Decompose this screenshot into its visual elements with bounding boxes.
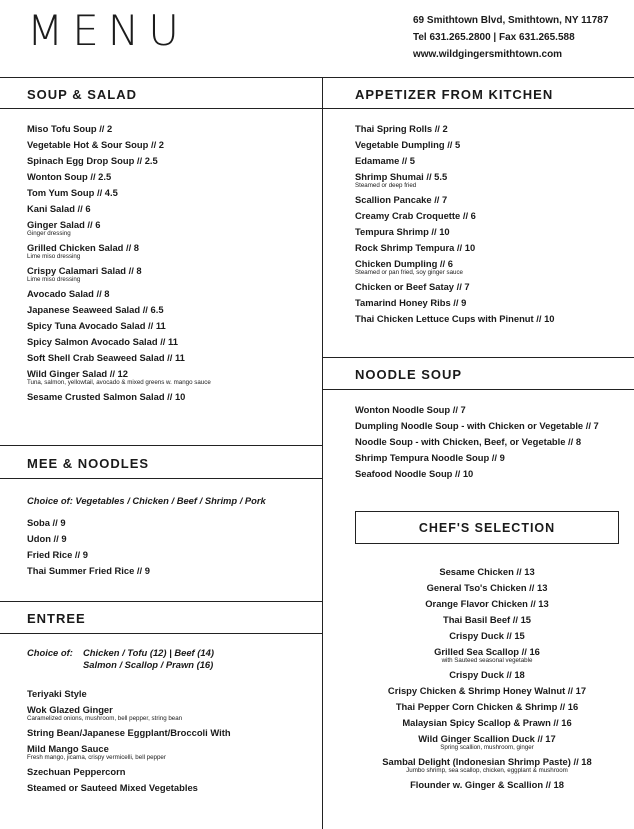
menu-item: String Bean/Japanese Eggplant/Broccoli With — [27, 727, 231, 738]
mee-noodles-choice: Choice of: Vegetables / Chicken / Beef / Shrimp / Pork — [27, 495, 266, 506]
menu-item: General Tso's Chicken // 13 — [426, 582, 548, 593]
menu-item: Spicy Salmon Avocado Salad // 11 — [27, 336, 178, 347]
menu-item: Teriyaki Style — [27, 688, 87, 699]
menu-item: Scallion Pancake // 7 — [355, 194, 448, 205]
menu-item: Udon // 9 — [27, 533, 67, 544]
menu-item: Grilled Sea Scallop // 16 — [434, 646, 540, 657]
noodle-soup-heading: NOODLE SOUP — [355, 367, 463, 382]
menu-item: Sesame Crusted Salmon Salad // 10 — [27, 391, 186, 402]
soup-salad-rule — [0, 108, 322, 109]
entree-heading: ENTREE — [27, 611, 86, 626]
menu-item: Thai Summer Fried Rice // 9 — [27, 565, 150, 576]
noodle-soup-top-rule — [322, 357, 634, 358]
menu-item: Avocado Salad // 8 — [27, 288, 110, 299]
phone-fax: Tel 631.265.2800 | Fax 631.265.588 — [413, 32, 575, 43]
menu-item: Wonton Noodle Soup // 7 — [355, 404, 466, 415]
entree-rule — [0, 633, 322, 634]
menu-item: Shrimp Shumai // 5.5 — [355, 171, 448, 182]
menu-item-note: Tuna, salmon, yellowtail, avocado & mixed greens w. mango sauce — [27, 379, 211, 386]
menu-item: Chicken Dumpling // 6 — [355, 258, 453, 269]
menu-item: Flounder w. Ginger & Scallion // 18 — [410, 779, 564, 790]
menu-item: Soft Shell Crab Seaweed Salad // 11 — [27, 352, 185, 363]
menu-item: Rock Shrimp Tempura // 10 — [355, 242, 476, 253]
menu-item: Tom Yum Soup // 4.5 — [27, 187, 118, 198]
entree-choice-line1: Chicken / Tofu (12) | Beef (14) — [83, 647, 214, 658]
menu-item: Fried Rice // 9 — [27, 549, 88, 560]
menu-item: Thai Pepper Corn Chicken & Shrimp // 16 — [395, 701, 579, 712]
menu-item-note: Steamed or pan fried, soy ginger sauce — [355, 269, 464, 276]
menu-item-note: Caramelized onions, mushroom, bell pepper, string bean — [27, 715, 183, 722]
website-link[interactable]: www.wildgingersmithtown.com — [413, 49, 563, 60]
entree-choice — [27, 647, 214, 671]
menu-item: Sambal Delight (Indonesian Shrimp Paste) // 18 — [382, 756, 592, 767]
menu-title: MENU — [27, 6, 188, 55]
menu-item: Seafood Noodle Soup // 10 — [355, 468, 474, 479]
appetizer-list — [355, 121, 630, 327]
menu-item: Creamy Crab Croquette // 6 — [355, 210, 476, 221]
menu-item: Vegetable Dumpling // 5 — [355, 139, 461, 150]
appetizer-heading: APPETIZER FROM KITCHEN — [355, 87, 554, 102]
menu-item: Wild Ginger Scallion Duck // 17 — [418, 733, 556, 744]
menu-item-note: Steamed or deep fried — [355, 182, 417, 189]
menu-item: Crispy Duck // 15 — [449, 630, 525, 641]
menu-item: Kani Salad // 6 — [27, 203, 91, 214]
column-divider — [322, 77, 323, 829]
entree-top-rule — [0, 601, 322, 602]
menu-item: Miso Tofu Soup // 2 — [27, 123, 113, 134]
menu-item-note: Jumbo shrimp, sea scallop, chicken, eggplant & mushroom — [406, 767, 568, 774]
menu-item: Crispy Chicken & Shrimp Honey Walnut // 17 — [387, 685, 587, 696]
menu-item: Crispy Duck // 18 — [449, 669, 525, 680]
menu-item-note: Lime miso dressing — [27, 276, 81, 283]
menu-item: Thai Spring Rolls // 2 — [355, 123, 448, 134]
menu-item: Noodle Soup - with Chicken, Beef, or Vegetable // 8 — [355, 436, 582, 447]
menu-item: Tempura Shrimp // 10 — [355, 226, 450, 237]
menu-item-note: Fresh mango, jicama, crispy vermicelli, bell pepper — [27, 754, 166, 761]
menu-item: Vegetable Hot & Sour Soup // 2 — [27, 139, 164, 150]
menu-item: Wok Glazed Ginger — [27, 704, 113, 715]
menu-item: Szechuan Peppercorn — [27, 766, 126, 777]
menu-item: Tamarind Honey Ribs // 9 — [355, 297, 467, 308]
chefs-selection-heading: CHEF'S SELECTION — [355, 511, 619, 544]
soup-salad-list — [27, 121, 317, 405]
mee-noodles-rule — [0, 478, 322, 479]
mee-noodles-heading: MEE & NOODLES — [27, 456, 150, 471]
appetizer-rule — [322, 108, 634, 109]
menu-item: Grilled Chicken Salad // 8 — [27, 242, 140, 253]
menu-item: Crispy Calamari Salad // 8 — [27, 265, 142, 276]
menu-item: Edamame // 5 — [355, 155, 415, 166]
menu-item: Spicy Tuna Avocado Salad // 11 — [27, 320, 166, 331]
menu-item: Chicken or Beef Satay // 7 — [355, 281, 470, 292]
menu-item: Spinach Egg Drop Soup // 2.5 — [27, 155, 158, 166]
menu-item: Dumpling Noodle Soup - with Chicken or Vegetable // 7 — [355, 420, 599, 431]
entree-choice-label: Choice of: — [27, 647, 73, 658]
address: 69 Smithtown Blvd, Smithtown, NY 11787 — [413, 15, 609, 26]
menu-item: Ginger Salad // 6 — [27, 219, 101, 230]
menu-item: Thai Basil Beef // 15 — [442, 614, 532, 625]
menu-item: Shrimp Tempura Noodle Soup // 9 — [355, 452, 505, 463]
menu-item-note: Spring scallion, mushroom, ginger — [440, 744, 534, 751]
entree-choice-line2: Salmon / Scallop / Prawn (16) — [83, 659, 214, 670]
noodle-soup-list — [355, 402, 630, 482]
menu-item: Wild Ginger Salad // 12 — [27, 368, 128, 379]
menu-item: Mild Mango Sauce — [27, 743, 109, 754]
top-divider — [0, 77, 634, 78]
noodle-soup-rule — [322, 389, 634, 390]
menu-item: Thai Chicken Lettuce Cups with Pinenut // 10 — [355, 313, 555, 324]
menu-item-note: with Sauteed seasonal vegetable — [441, 657, 533, 664]
menu-item-note: Ginger dressing — [27, 230, 71, 237]
soup-salad-heading: SOUP & SALAD — [27, 87, 137, 102]
menu-item: Soba // 9 — [27, 517, 66, 528]
mee-noodles-list — [27, 515, 317, 579]
menu-item: Orange Flavor Chicken // 13 — [425, 598, 549, 609]
menu-item: Wonton Soup // 2.5 — [27, 171, 112, 182]
menu-item: Malaysian Spicy Scallop & Prawn // 16 — [402, 717, 572, 728]
menu-item-note: Lime miso dressing — [27, 253, 81, 260]
menu-item: Steamed or Sauteed Mixed Vegetables — [27, 782, 198, 793]
chefs-selection-list — [355, 564, 619, 793]
menu-item: Sesame Chicken // 13 — [439, 566, 535, 577]
contact-info — [413, 12, 608, 63]
menu-item: Japanese Seaweed Salad // 6.5 — [27, 304, 164, 315]
mee-noodles-top-rule — [0, 445, 322, 446]
entree-list — [27, 686, 317, 796]
